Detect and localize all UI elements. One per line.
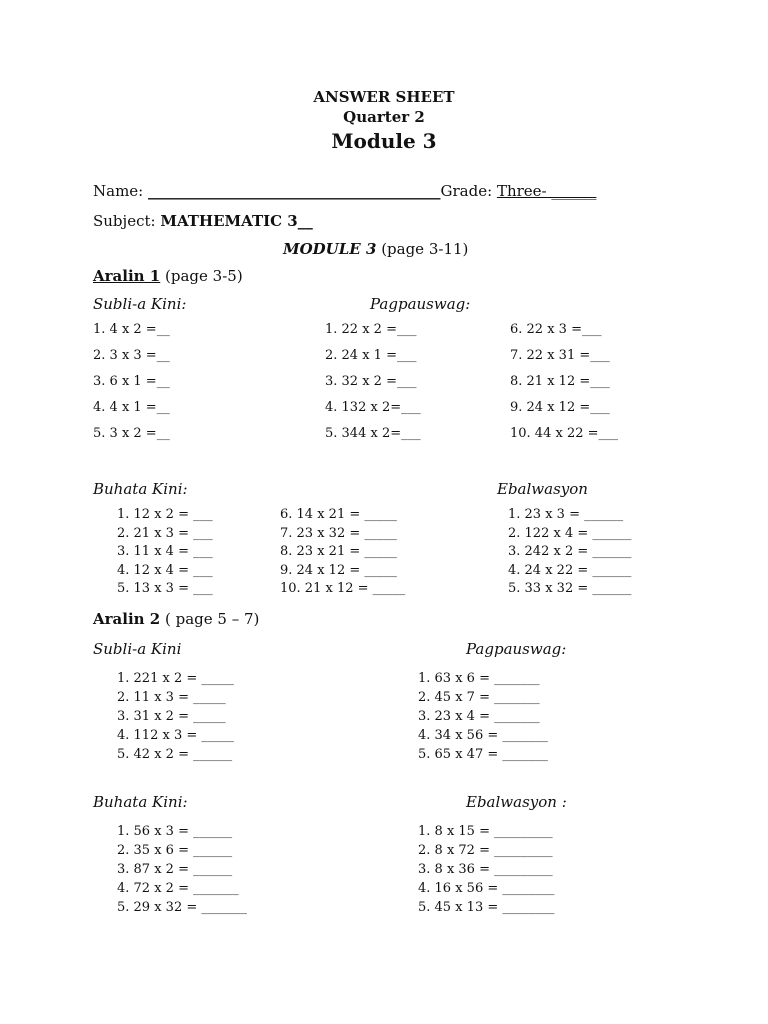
- aralin2-subli-heading: Subli-a Kini: [93, 640, 182, 658]
- list-item: 4. 16 x 56 = ________: [418, 881, 555, 896]
- list-item: 5. 42 x 2 = ______: [117, 747, 233, 762]
- list-item: 3. 11 x 4 = ___: [117, 544, 213, 559]
- list-item: 4. 24 x 22 = ______: [508, 562, 632, 578]
- aralin2-pages: ( page 5 – 7): [165, 610, 260, 628]
- module-line-pages: (page 3-11): [381, 240, 469, 258]
- list-item: 4. 34 x 56 = _______: [418, 728, 548, 743]
- list-item: 9. 24 x 12 =___: [510, 400, 610, 415]
- aralin2-title: Aralin 2: [93, 610, 161, 628]
- list-item: 5. 344 x 2=___: [325, 426, 421, 441]
- aralin2-buhata-heading: Buhata Kini:: [93, 793, 188, 811]
- list-item: 5. 13 x 3 = ___: [117, 581, 213, 596]
- module-line-title: MODULE 3: [283, 240, 377, 258]
- list-item: 4. 12 x 4 = ___: [117, 562, 213, 578]
- aralin2-heading: [93, 610, 259, 628]
- list-item: 1. 12 x 2 = ___: [117, 507, 213, 522]
- aralin1-heading: [93, 267, 243, 285]
- list-item: 2. 45 x 7 = _______: [418, 690, 540, 705]
- list-item: 4. 132 x 2=___: [325, 400, 421, 415]
- list-item: 5. 33 x 32 = ______: [508, 581, 632, 596]
- subject-row: [93, 212, 313, 230]
- list-item: 1. 221 x 2 = _____: [117, 671, 234, 686]
- list-item: 5. 29 x 32 = _______: [117, 900, 247, 915]
- aralin2-pagpauswag-heading: Pagpauswag:: [466, 640, 567, 658]
- list-item: 2. 8 x 72 = _________: [418, 843, 553, 858]
- list-item: 4. 4 x 1 =__: [93, 400, 170, 415]
- quarter-label: Quarter 2: [343, 108, 425, 126]
- aralin1-pagpauswag-heading: Pagpauswag:: [370, 295, 471, 313]
- list-item: 2. 11 x 3 = _____: [117, 690, 226, 705]
- list-item: 4. 112 x 3 = _____: [117, 728, 234, 743]
- list-item: 2. 24 x 1 =___: [325, 348, 417, 363]
- subject-label: Subject:: [93, 212, 156, 230]
- aralin2-ebalwasyon-heading: Ebalwasyon :: [466, 793, 567, 811]
- list-item: 1. 8 x 15 = _________: [418, 824, 553, 839]
- list-item: 5. 65 x 47 = _______: [418, 747, 548, 762]
- list-item: 5. 45 x 13 = ________: [418, 900, 555, 915]
- aralin1-pages: (page 3-5): [165, 267, 243, 285]
- list-item: 2. 21 x 3 = ___: [117, 525, 213, 541]
- list-item: 10. 44 x 22 =___: [510, 426, 619, 441]
- sheet-title: ANSWER SHEET: [313, 88, 455, 106]
- module-line: [283, 240, 468, 258]
- subject-value: MATHEMATIC 3__: [160, 212, 313, 230]
- list-item: 3. 23 x 4 = _______: [418, 709, 540, 724]
- list-item: 1. 4 x 2 =__: [93, 322, 170, 337]
- list-item: 3. 6 x 1 =__: [93, 374, 170, 389]
- module-label: Module 3: [331, 129, 437, 153]
- grade-label: Grade:: [440, 182, 493, 200]
- list-item: 3. 242 x 2 = ______: [508, 544, 632, 559]
- list-item: 10. 21 x 12 = _____: [280, 581, 406, 596]
- list-item: 2. 122 x 4 = ______: [508, 525, 632, 541]
- name-blank[interactable]: _______________________________________: [148, 182, 441, 200]
- name-row: [93, 182, 596, 200]
- list-item: 3. 87 x 2 = ______: [117, 862, 233, 877]
- list-item: 1. 56 x 3 = ______: [117, 824, 233, 839]
- list-item: 6. 14 x 21 = _____: [280, 507, 397, 522]
- list-item: 3. 32 x 2 =___: [325, 374, 417, 389]
- aralin1-ebalwasyon-heading: Ebalwasyon: [497, 480, 588, 498]
- list-item: 8. 21 x 12 =___: [510, 374, 610, 389]
- grade-value[interactable]: Three- ______: [496, 182, 597, 200]
- list-item: 2. 35 x 6 = ______: [117, 843, 233, 858]
- list-item: 4. 72 x 2 = _______: [117, 881, 239, 896]
- list-item: 7. 22 x 31 =___: [510, 348, 610, 363]
- list-item: 1. 63 x 6 = _______: [418, 671, 540, 686]
- aralin1-buhata-heading: Buhata Kini:: [93, 480, 188, 498]
- list-item: 6. 22 x 3 =___: [510, 322, 602, 337]
- list-item: 1. 22 x 2 =___: [325, 322, 417, 337]
- list-item: 1. 23 x 3 = ______: [508, 507, 624, 522]
- name-label: Name:: [93, 182, 144, 200]
- list-item: 5. 3 x 2 =__: [93, 426, 170, 441]
- list-item: 9. 24 x 12 = _____: [280, 562, 397, 578]
- aralin1-title: Aralin 1: [93, 267, 161, 285]
- list-item: 3. 31 x 2 = _____: [117, 709, 226, 724]
- list-item: 7. 23 x 32 = _____: [280, 525, 397, 541]
- list-item: 3. 8 x 36 = _________: [418, 862, 553, 877]
- aralin1-subli-heading: Subli-a Kini:: [93, 295, 187, 313]
- list-item: 2. 3 x 3 =__: [93, 348, 170, 363]
- list-item: 8. 23 x 21 = _____: [280, 544, 397, 559]
